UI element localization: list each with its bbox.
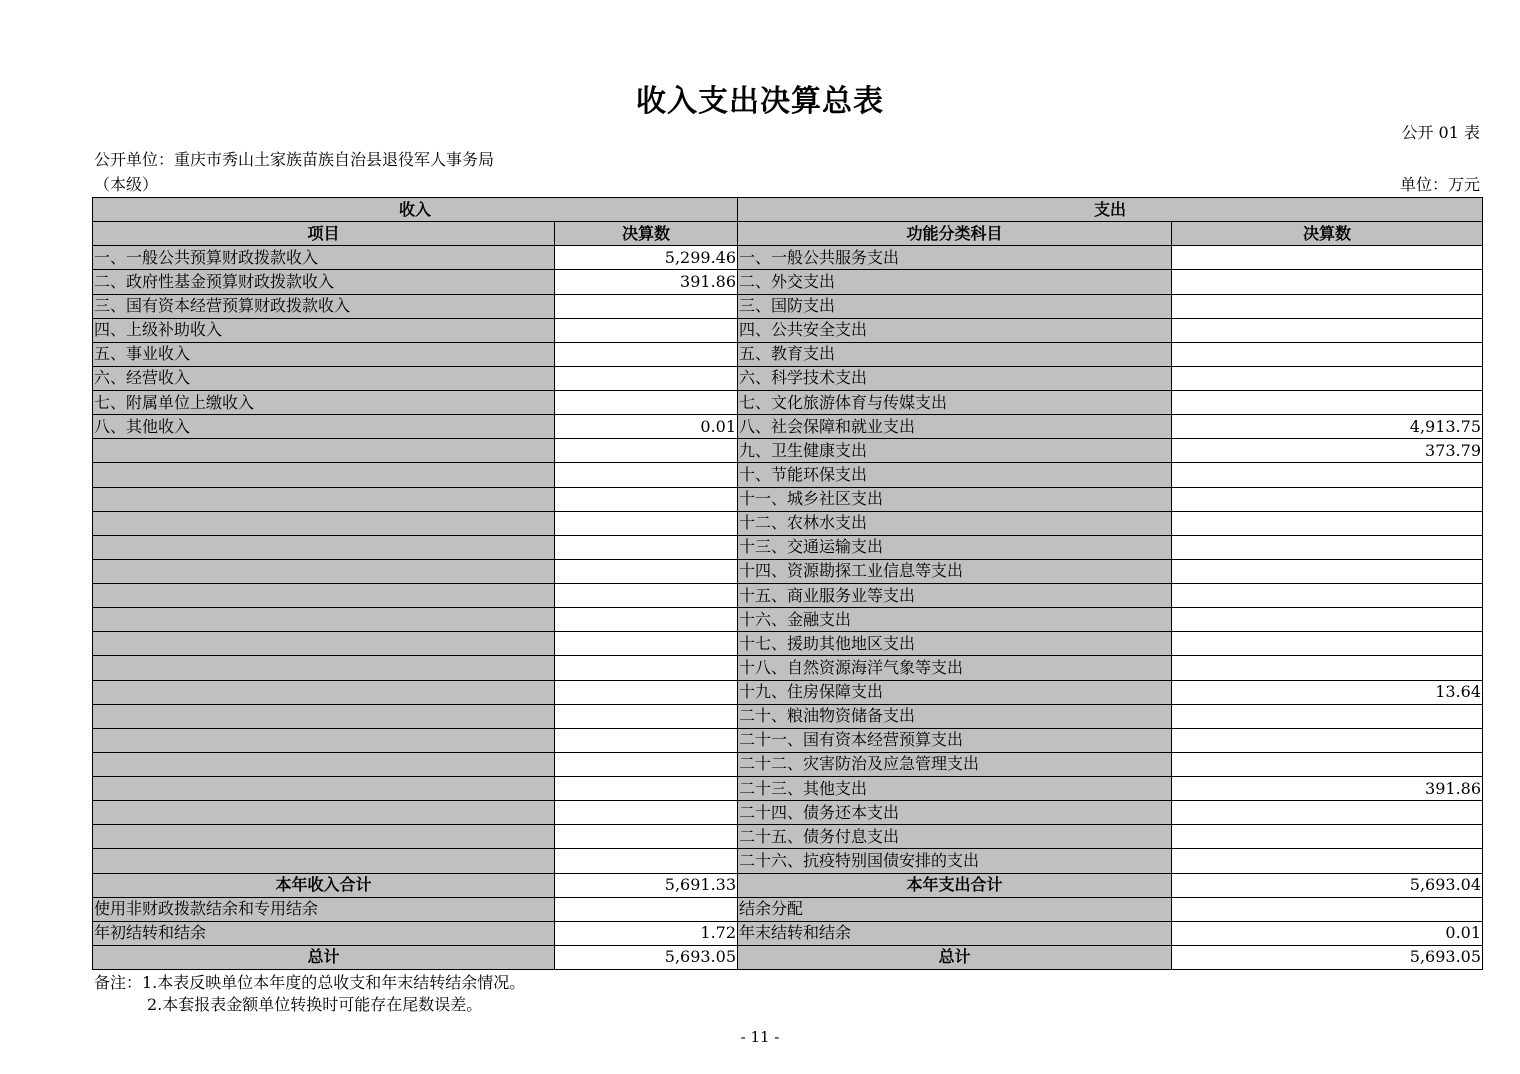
income-item-value: 0.01 xyxy=(555,415,738,439)
expense-item-label: 二十六、抗疫特别国债安排的支出 xyxy=(738,849,1172,873)
income-item-value: 391.86 xyxy=(555,270,738,294)
income-item-label xyxy=(93,680,555,704)
expense-item-label: 二十、粮油物资储备支出 xyxy=(738,704,1172,728)
income-item-label xyxy=(93,849,555,873)
expense-item-value xyxy=(1172,559,1483,583)
expense-item-label: 一、一般公共服务支出 xyxy=(738,246,1172,270)
expense-item-label: 二十一、国有资本经营预算支出 xyxy=(738,728,1172,752)
table-row xyxy=(93,559,1483,583)
reporting-unit: 公开单位：重庆市秀山土家族苗族自治县退役军人事务局 xyxy=(94,150,495,169)
table-row xyxy=(93,825,1483,849)
income-item-value xyxy=(555,535,738,559)
expense-item-label: 九、卫生健康支出 xyxy=(738,439,1172,463)
income-item-value xyxy=(555,704,738,728)
table-row xyxy=(93,801,1483,825)
grand-income-total-label: 总计 xyxy=(93,945,555,969)
form-number: 公开 01 表 xyxy=(1401,123,1480,142)
expense-item-value: 4,913.75 xyxy=(1172,415,1483,439)
income-item-label xyxy=(93,825,555,849)
income-item-label xyxy=(93,535,555,559)
income-item-value xyxy=(555,294,738,318)
income-item-label xyxy=(93,511,555,535)
income-item-label xyxy=(93,752,555,776)
expense-item-value xyxy=(1172,752,1483,776)
expense-item-value xyxy=(1172,487,1483,511)
income-item-label: 一、一般公共预算财政拨款收入 xyxy=(93,246,555,270)
end-balance-label: 年末结转和结余 xyxy=(738,921,1172,945)
expense-item-label: 三、国防支出 xyxy=(738,294,1172,318)
note-line-1: 备注：1.本表反映单位本年度的总收支和年末结转结余情况。 xyxy=(94,973,526,992)
expense-item-value xyxy=(1172,728,1483,752)
income-item-value xyxy=(555,752,738,776)
income-item-label xyxy=(93,801,555,825)
nonfiscal-row xyxy=(93,897,1483,921)
income-item-label xyxy=(93,559,555,583)
year-total-row xyxy=(93,873,1483,897)
income-item-value xyxy=(555,511,738,535)
expense-item-label: 二十三、其他支出 xyxy=(738,777,1172,801)
income-item-label: 四、上级补助收入 xyxy=(93,318,555,342)
expense-item-label: 十七、援助其他地区支出 xyxy=(738,632,1172,656)
table-row xyxy=(93,777,1483,801)
grand-expense-total-value: 5,693.05 xyxy=(1172,945,1483,969)
grand-total-row xyxy=(93,945,1483,969)
table-row xyxy=(93,487,1483,511)
expense-item-label: 十三、交通运输支出 xyxy=(738,535,1172,559)
expense-item-label: 十五、商业服务业等支出 xyxy=(738,584,1172,608)
expense-item-value xyxy=(1172,511,1483,535)
income-item-value xyxy=(555,342,738,366)
income-item-value xyxy=(555,680,738,704)
income-item-label xyxy=(93,608,555,632)
balance-row xyxy=(93,921,1483,945)
expense-item-label: 二十二、灾害防治及应急管理支出 xyxy=(738,752,1172,776)
income-item-value xyxy=(555,656,738,680)
table-row xyxy=(93,704,1483,728)
table-row xyxy=(93,246,1483,270)
income-item-value xyxy=(555,632,738,656)
expense-item-value xyxy=(1172,849,1483,873)
expense-item-value xyxy=(1172,246,1483,270)
expense-item-label: 二、外交支出 xyxy=(738,270,1172,294)
table-row xyxy=(93,680,1483,704)
income-item-value xyxy=(555,366,738,390)
income-item-label xyxy=(93,656,555,680)
table-row xyxy=(93,342,1483,366)
expense-item-label: 十九、住房保障支出 xyxy=(738,680,1172,704)
income-item-value xyxy=(555,849,738,873)
income-item-label xyxy=(93,728,555,752)
expense-item-value xyxy=(1172,318,1483,342)
income-item-label: 五、事业收入 xyxy=(93,342,555,366)
expense-item-value xyxy=(1172,632,1483,656)
begin-balance-label: 年初结转和结余 xyxy=(93,921,555,945)
expense-item-value xyxy=(1172,535,1483,559)
expense-item-label: 十八、自然资源海洋气象等支出 xyxy=(738,656,1172,680)
page-title: 收入支出决算总表 xyxy=(636,84,884,119)
year-income-total-label: 本年收入合计 xyxy=(93,873,555,897)
expense-item-value xyxy=(1172,463,1483,487)
expense-item-value xyxy=(1172,391,1483,415)
table-row xyxy=(93,270,1483,294)
income-item-label xyxy=(93,463,555,487)
expense-item-value: 373.79 xyxy=(1172,439,1483,463)
expense-item-label: 六、科学技术支出 xyxy=(738,366,1172,390)
table-row xyxy=(93,849,1483,873)
nonfiscal-value xyxy=(555,897,738,921)
income-item-label xyxy=(93,704,555,728)
income-item-value xyxy=(555,318,738,342)
expense-item-value xyxy=(1172,270,1483,294)
item-column-header: 项目 xyxy=(93,222,555,246)
grand-income-total-value: 5,693.05 xyxy=(555,945,738,969)
year-income-total-value: 5,691.33 xyxy=(555,873,738,897)
table-row xyxy=(93,294,1483,318)
income-item-label: 三、国有资本经营预算财政拨款收入 xyxy=(93,294,555,318)
grand-expense-total-label: 总计 xyxy=(738,945,1172,969)
income-item-label xyxy=(93,584,555,608)
table-row xyxy=(93,632,1483,656)
expense-item-value xyxy=(1172,825,1483,849)
expense-item-value xyxy=(1172,704,1483,728)
income-item-value xyxy=(555,777,738,801)
notes xyxy=(94,972,525,1016)
table-row xyxy=(93,584,1483,608)
function-class-column-header: 功能分类科目 xyxy=(738,222,1172,246)
table-row xyxy=(93,656,1483,680)
expense-item-value xyxy=(1172,366,1483,390)
header-row-columns xyxy=(93,222,1483,246)
income-item-value: 5,299.46 xyxy=(555,246,738,270)
header-row-group xyxy=(93,198,1483,222)
income-item-value xyxy=(555,608,738,632)
table-row xyxy=(93,463,1483,487)
income-item-label: 二、政府性基金预算财政拨款收入 xyxy=(93,270,555,294)
table-row xyxy=(93,415,1483,439)
income-item-label xyxy=(93,632,555,656)
income-item-label: 六、经营收入 xyxy=(93,366,555,390)
expense-item-label: 二十四、债务还本支出 xyxy=(738,801,1172,825)
income-header: 收入 xyxy=(93,198,738,222)
income-item-value xyxy=(555,487,738,511)
income-item-value xyxy=(555,801,738,825)
expense-item-value xyxy=(1172,608,1483,632)
income-item-label: 八、其他收入 xyxy=(93,415,555,439)
surplus-distribution-label: 结余分配 xyxy=(738,897,1172,921)
expense-item-label: 四、公共安全支出 xyxy=(738,318,1172,342)
expense-item-label: 十四、资源勘探工业信息等支出 xyxy=(738,559,1172,583)
expense-item-label: 五、教育支出 xyxy=(738,342,1172,366)
unit-level: （本级） xyxy=(94,175,159,194)
table-row xyxy=(93,318,1483,342)
income-item-value xyxy=(555,463,738,487)
expense-item-label: 七、文化旅游体育与传媒支出 xyxy=(738,391,1172,415)
expense-item-value: 391.86 xyxy=(1172,777,1483,801)
page-number: - 11 - xyxy=(740,1028,780,1046)
income-item-value xyxy=(555,728,738,752)
expense-item-label: 十一、城乡社区支出 xyxy=(738,487,1172,511)
surplus-distribution-value xyxy=(1172,897,1483,921)
expense-item-label: 十、节能环保支出 xyxy=(738,463,1172,487)
expense-item-value xyxy=(1172,801,1483,825)
year-expense-total-value: 5,693.04 xyxy=(1172,873,1483,897)
income-item-label xyxy=(93,439,555,463)
income-item-value xyxy=(555,391,738,415)
income-item-value xyxy=(555,584,738,608)
expense-header: 支出 xyxy=(738,198,1483,222)
table-row xyxy=(93,366,1483,390)
table-row xyxy=(93,728,1483,752)
income-item-value xyxy=(555,559,738,583)
expense-item-value xyxy=(1172,294,1483,318)
expense-item-label: 十六、金融支出 xyxy=(738,608,1172,632)
begin-balance-value: 1.72 xyxy=(555,921,738,945)
income-item-label xyxy=(93,777,555,801)
table-row xyxy=(93,608,1483,632)
expense-item-value: 13.64 xyxy=(1172,680,1483,704)
expense-item-value xyxy=(1172,656,1483,680)
note-line-2: 2.本套报表金额单位转换时可能存在尾数误差。 xyxy=(147,995,483,1014)
table-row xyxy=(93,439,1483,463)
expense-item-label: 十二、农林水支出 xyxy=(738,511,1172,535)
expense-item-value xyxy=(1172,584,1483,608)
budget-summary-table xyxy=(92,197,1483,970)
income-amount-column-header: 决算数 xyxy=(555,222,738,246)
expense-item-label: 八、社会保障和就业支出 xyxy=(738,415,1172,439)
table-row xyxy=(93,535,1483,559)
expense-item-label: 二十五、债务付息支出 xyxy=(738,825,1172,849)
income-item-label: 七、附属单位上缴收入 xyxy=(93,391,555,415)
income-item-value xyxy=(555,825,738,849)
expense-amount-column-header: 决算数 xyxy=(1172,222,1483,246)
currency-unit: 单位：万元 xyxy=(1399,175,1480,194)
expense-item-value xyxy=(1172,342,1483,366)
end-balance-value: 0.01 xyxy=(1172,921,1483,945)
table-row xyxy=(93,391,1483,415)
income-item-label xyxy=(93,487,555,511)
income-item-value xyxy=(555,439,738,463)
year-expense-total-label: 本年支出合计 xyxy=(738,873,1172,897)
table-row xyxy=(93,752,1483,776)
table-row xyxy=(93,511,1483,535)
nonfiscal-label: 使用非财政拨款结余和专用结余 xyxy=(93,897,555,921)
